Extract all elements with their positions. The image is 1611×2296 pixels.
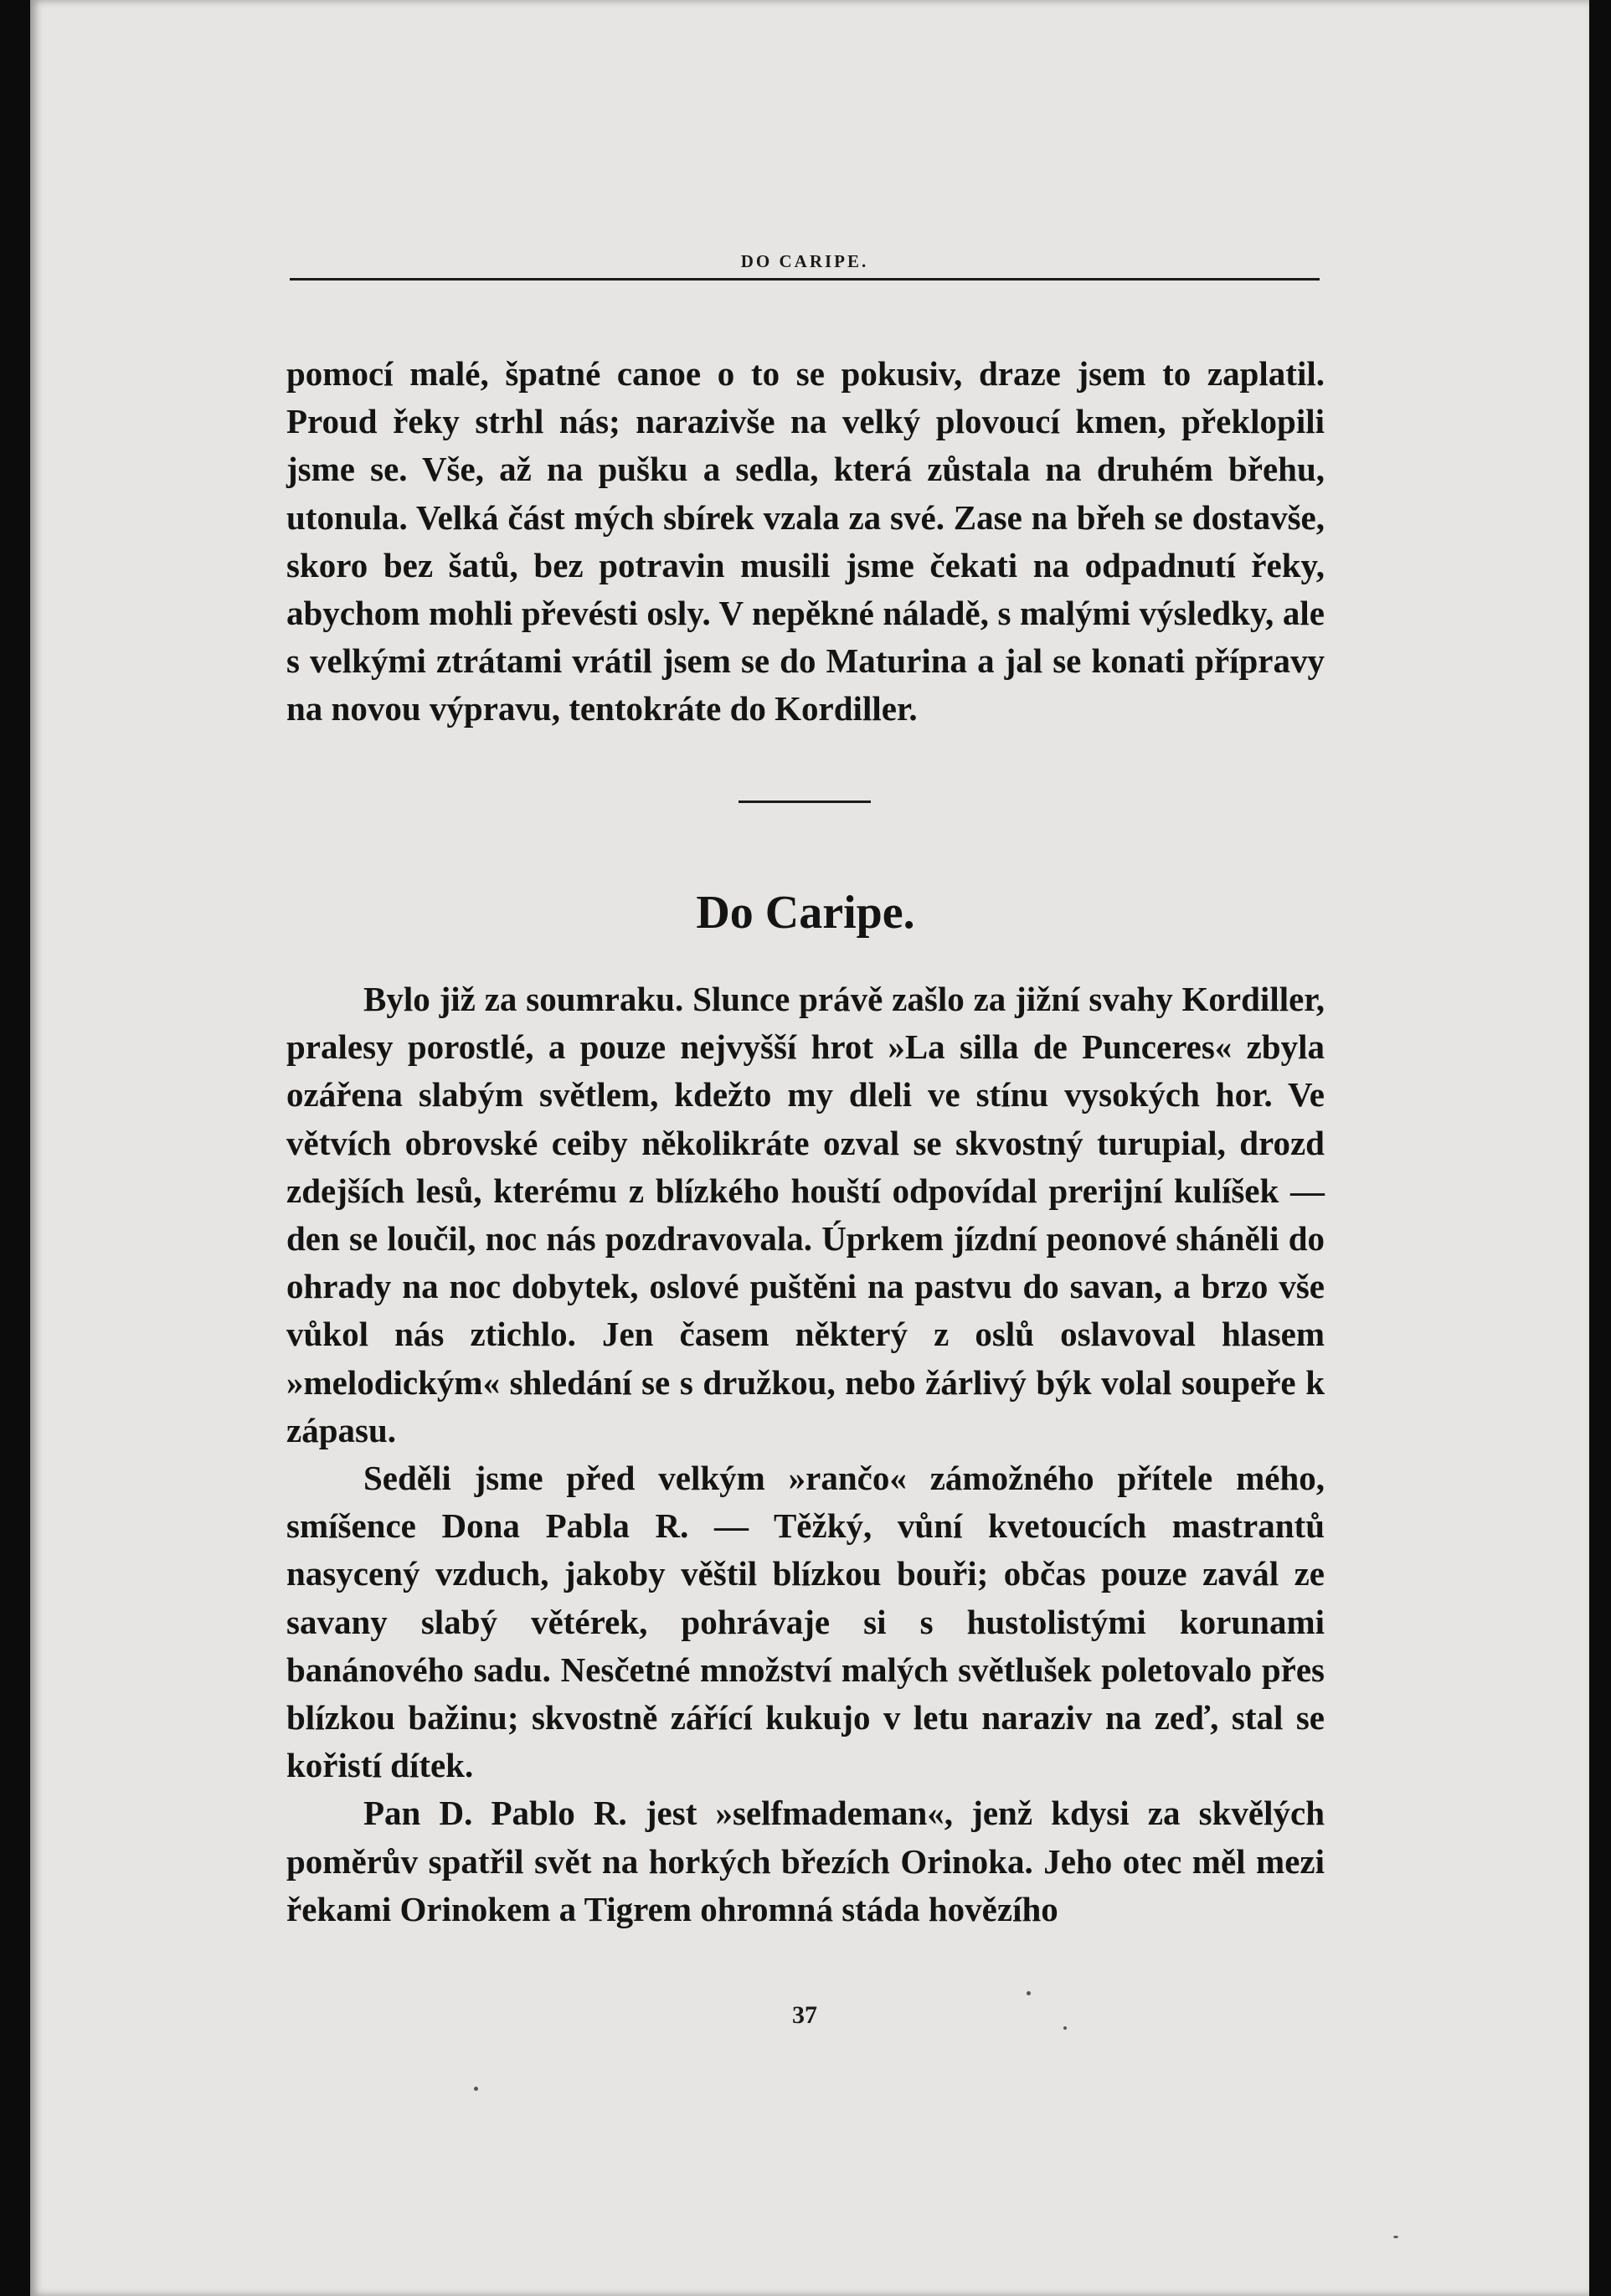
scan-speck — [1027, 1991, 1031, 1995]
running-head: DO CARIPE. — [740, 251, 869, 271]
paragraph: Pan D. Pablo R. jest »selfmademan«, jenž kdysi za skvělých poměrův spatřil svět na horkých březích Orinoka. Jeho otec měl mezi řekami Orinokem a Tigrem ohromná stáda hovězího — [286, 1794, 1325, 1928]
page-number: 37 — [792, 2001, 817, 2029]
section-title: Do Caripe. — [696, 887, 915, 939]
paragraph: Bylo již za soumraku. Slunce právě zašlo za jižní svahy Kordiller, pralesy porostlé, a pouze nejvyšší hrot »La silla de Punceres« zbyla ozářena slabým světlem, kdežto my dleli ve stínu vysokých hor. Ve větvích obrovské ceiby několikráte ozval se skvostný turupial, drozd zdejších lesů, kterému z blízkého houští odpovídal prerijní kulíšek — den se loučil, noc nás pozdravovala. Úprkem jízdní peonové sháněli do ohrady na noc dobytek, oslové puštěni na pastvu do savan, a brzo vše vůkol nás ztichlo. Jen časem některý z oslů oslavoval hlasem »melodickým« shledání se s družkou, nebo žárlivý býk volal soupeře k zápasu. — [286, 980, 1325, 1449]
header-rule — [290, 278, 1320, 281]
continued-paragraph: pomocí malé, špatné canoe o to se pokusiv, draze jsem to zaplatil. Proud řeky strhl nás; narazivše na velký plovoucí kmen, překlopili jsme se. Vše, až na pušku a sedla, která zůstala na druhém břehu, utonula. Velká část mých sbírek vzala za své. Zase na břeh se dostavše, skoro bez šatů, bez potravin musili jsme čekati na odpadnutí řeky, abychom mohli převésti osly. V nepěkné náladě, s malými výsledky, ale s velkými ztrátami vrátil jsem se do Maturina a jal se konati přípravy na novou výpravu, tentokráte do Kordiller. — [286, 354, 1325, 728]
scan-speck — [1063, 2026, 1067, 2030]
section-body — [286, 976, 1325, 1933]
section-separator — [739, 801, 871, 803]
scan-speck — [1393, 2236, 1398, 2238]
paragraph: Seděli jsme před velkým »rančo« zámožného přítele mého, smíšence Dona Pabla R. — Těžký, vůní kvetoucích mastrantů nasycený vzduch, jakoby věštil blízkou bouři; občas pouze zavál ze savany slabý větérek, pohrávaje si s hustolistými korunami banánového sadu. Nesčetné množství malých světlušek poletovalo přes blízkou bažinu; skvostně zářící kukujo v letu naraziv na zeď, stal se kořistí dítek. — [286, 1459, 1325, 1785]
book-page — [30, 0, 1589, 2296]
scan-speck — [474, 2087, 478, 2091]
